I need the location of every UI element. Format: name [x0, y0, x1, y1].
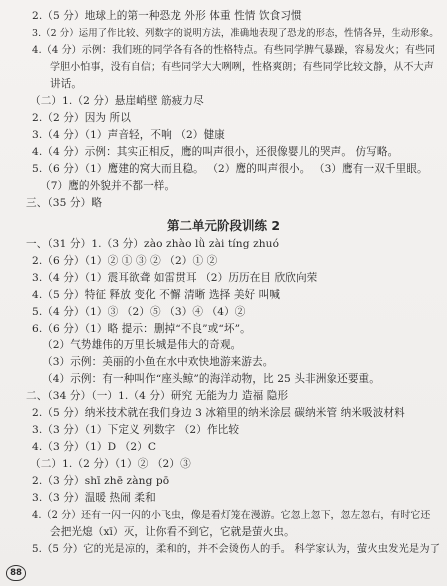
text-line: （4）示例：有一种叫作“座头鲸”的海洋动物，比 25 头非洲象还要重。 [42, 373, 380, 386]
text-line: 6.（6 分）（1）略 提示：删掉“不良”或“坏”。 [32, 322, 251, 335]
text-line: 5.（5 分）它的光是凉的，柔和的，并不会烫伤人的手。 科学家认为，萤火虫发光是为了 [32, 543, 441, 555]
text-line: 4.（4 分）示例：其实正相反，鹰的叫声很小，还很像婴儿的哭声。 仿写略。 [32, 145, 399, 158]
text-line: 一、（31 分）1.（3 分）zào zhào lǜ zài tíng zhuó [26, 237, 280, 250]
text-line: （3）示例：美丽的小鱼在水中欢快地游来游去。 [42, 356, 274, 369]
text-line: 会把光熄（xī）灭，让你看不到它，它就是萤火虫。 [50, 526, 295, 539]
text-line: （二）1.（2 分）（1）② （2）③ [30, 458, 191, 471]
text-line: 5.（6 分）（1）鹰建的窝大而且稳。 （2）鹰的叫声很小。 （3）鹰有一双千里眼。 [32, 162, 428, 175]
section-heading: 第二单元阶段训练 2 [166, 217, 281, 233]
text-line: 3.（3 分）（1）下定义 列数字 （2）作比较 [32, 424, 240, 437]
text-line: 2.（3 分）shī zhē zàng pō [32, 475, 170, 488]
text-line: 二、（34 分）（一）1.（4 分）研究 无能为力 造福 隐形 [26, 390, 289, 403]
text-line: 2.（5 分）纳米技术就在我们身边 3 冰箱里的纳米涂层 碳纳米管 纳米吸波材料 [32, 407, 405, 420]
text-line: 2.（2 分）因为 所以 [32, 111, 131, 124]
text-line: 2.（6 分）（1）② ① ③ ② （2）① ② [32, 254, 218, 267]
text-line: 3.（2 分）运用了作比较、列数字的说明方法，准确地表现了恐龙的形态，性情各异，生动形象。 [32, 28, 439, 39]
text-line: 3.（3 分）温暖 热闹 柔和 [32, 492, 156, 505]
text-line: （7）鹰的外貌并不都一样。 [40, 179, 176, 192]
text-line: 讲话。 [50, 77, 83, 90]
text-line: 4.（5 分）特征 释放 变化 不懈 清晰 选择 美好 叫喊 [32, 288, 281, 301]
text-line: 三、（35 分）略 [26, 196, 103, 209]
text-line: 学胆小怕事，没有自信；有些同学大大咧咧，性格爽朗；有些同学比较文静，从不大声 [50, 61, 434, 73]
text-line: 4.（2 分）还有一闪一闪的小飞虫，像是看灯笼在漫游。它忽上忽下，忽左忽右，有时它还 [32, 510, 431, 522]
text-line: 2.（5 分）地球上的第一种恐龙 外形 体重 性情 饮食习惯 [32, 10, 302, 22]
text-line: 4.（3 分）（1）D （2）C [32, 441, 157, 454]
text-line: （2）气势雄伟的万里长城是伟大的奇观。 [42, 339, 242, 352]
page-number-badge: 88 [6, 565, 26, 581]
text-line: 3.（4 分）（1）声音轻，不响 （2）健康 [32, 128, 225, 141]
text-line: 4.（4 分）示例：我们班的同学各有各的性格特点。有些同学脾气暴躁，容易发火；有些同 [32, 44, 436, 56]
text-line: （二）1.（2 分）悬崖峭壁 筋疲力尽 [30, 94, 204, 107]
text-line: 5.（4 分）（1）③ （2）⑤ （3）④ （4）② [32, 305, 246, 318]
text-line: 3.（4 分）（1）震耳欲聋 如雷贯耳 （2）历历在目 欣欣向荣 [32, 271, 318, 284]
